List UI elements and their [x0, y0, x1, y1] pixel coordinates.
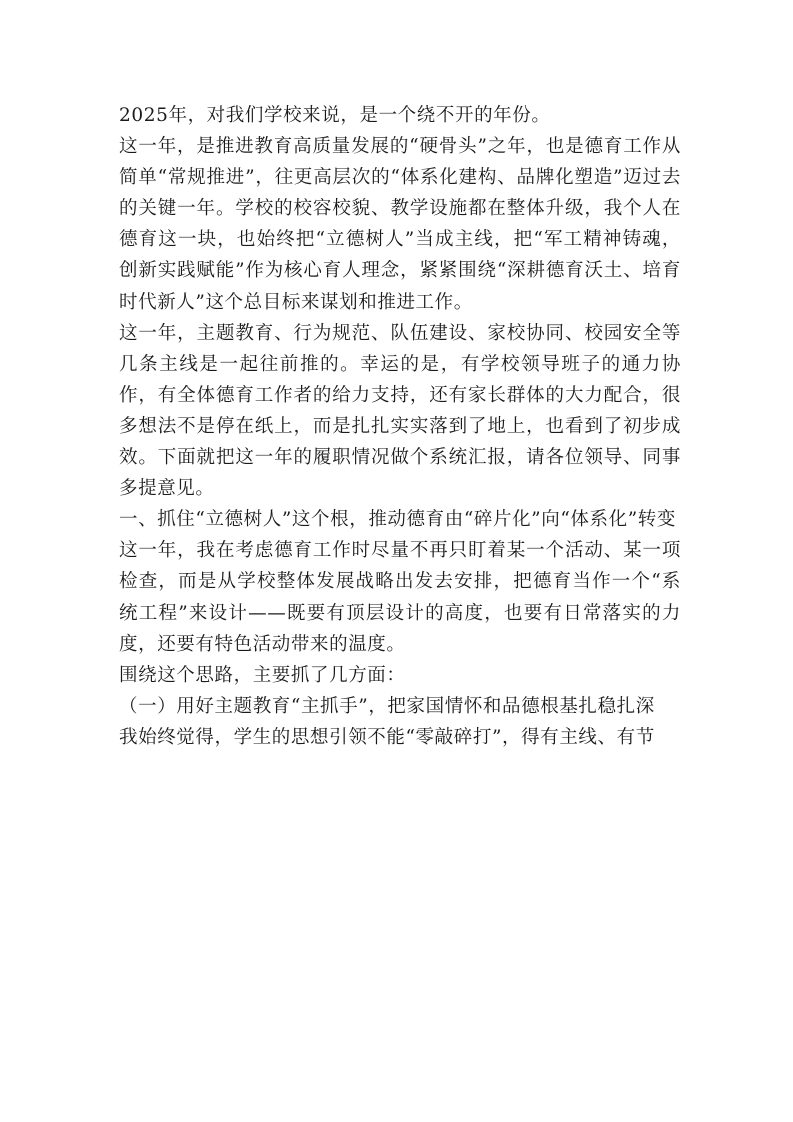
paragraph-year-significance: 这一年，是推进教育高质量发展的“硬骨头”之年，也是德育工作从简单“常规推进”，往更高层次的“体系化建构、品牌化塑造”迈过去的关键一年。学校的校容校貌、教学设施都在整体升级，我个人在德育这一块，也始终把“立德树人”当成主线，把“军工精神铸魂，创新实践赋能”作为核心育人理念，紧紧围绕“深耕德育沃土、培育时代新人”这个总目标来谋划和推进工作。	[119, 136, 681, 313]
paragraph-opening: 2025年，对我们学校来说，是一个绕不开的年份。	[119, 105, 551, 126]
paragraph-thought-guidance: 我始终觉得，学生的思想引领不能“零敲碎打”，得有主线、有节	[119, 726, 655, 748]
section-heading-1: 一、抓住“立德树人”这个根，推动德育由“碎片化”向“体系化”转变	[119, 509, 676, 531]
paragraph-system-design: 这一年，我在考虑德育工作时尽量不再只盯着某一个活动、某一项检查，而是从学校整体发展战略出发去安排，把德育当作一个“系统工程”来设计——既要有顶层设计的高度，也要有日常落实的力度，还要有特色活动带来的温度。	[119, 540, 681, 655]
paragraph-main-lines: 这一年，主题教育、行为规范、队伍建设、家校协同、校园安全等几条主线是一起往前推的。幸运的是，有学校领导班子的通力协作，有全体德育工作者的给力支持，还有家长群体的大力配合，很多想法不是停在纸上，而是扎扎实实落到了地上，也看到了初步成效。下面就把这一年的履职情况做个系统汇报，请各位领导、同事多提意见。	[119, 322, 681, 500]
subsection-heading-1: （一）用好主题教育“主抓手”，把家国情怀和品德根基扎稳扎深	[119, 695, 655, 717]
paragraph-focus-areas: 围绕这个思路，主要抓了几方面：	[119, 664, 406, 686]
document-body	[119, 100, 681, 753]
